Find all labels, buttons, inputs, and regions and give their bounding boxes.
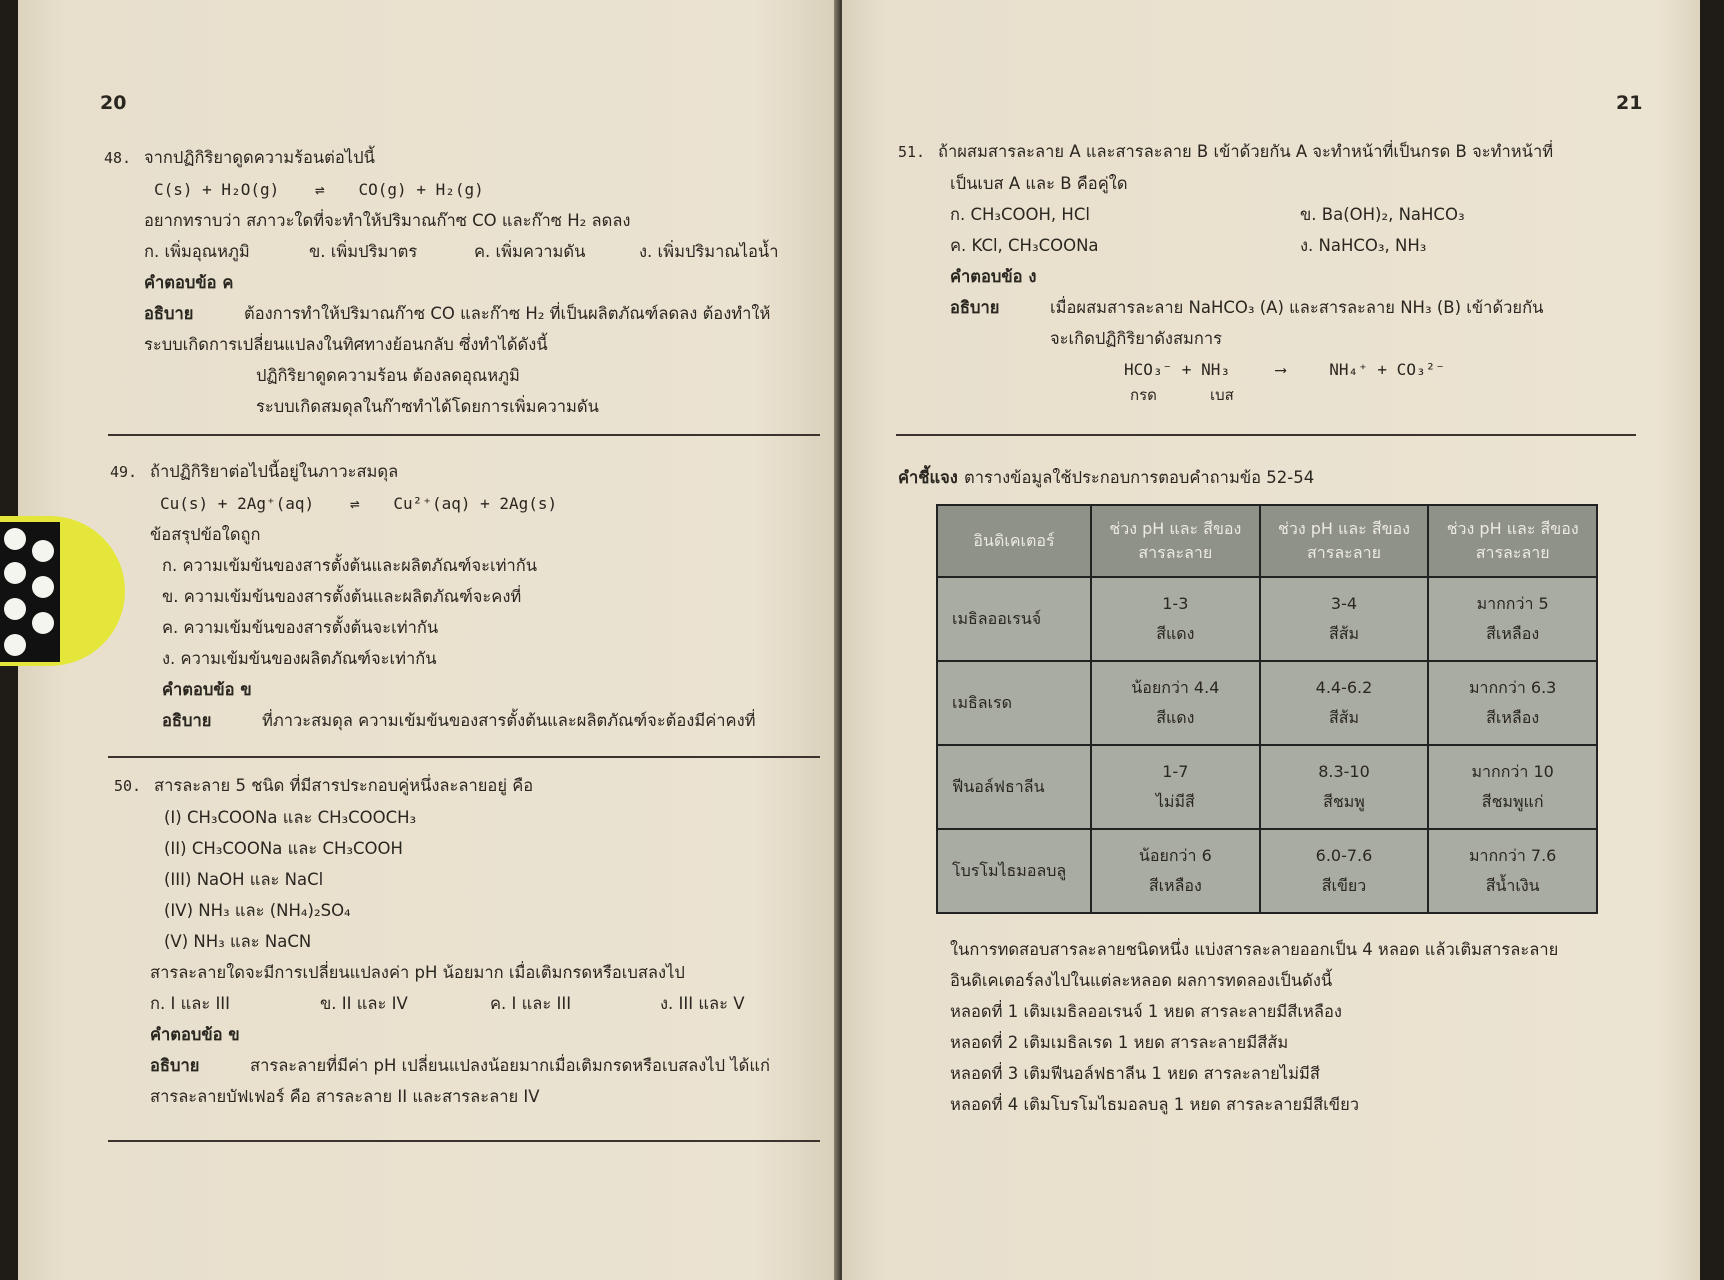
explain-line: ที่ภาวะสมดุล ความเข้มข้นของสารตั้งต้นและผลิตภัณฑ์จะต้องมีค่าคงที่ — [262, 711, 756, 730]
item: (V) NH₃ และ NaCN — [164, 932, 312, 951]
choice-b: ข. เพิ่มปริมาตร — [309, 242, 418, 261]
equilibrium-arrow-icon: ⇌ — [315, 180, 323, 199]
table-cell — [1091, 577, 1260, 661]
question-prompt: อยากทราบว่า สภาวะใดที่จะทำให้ปริมาณก๊าซ CO และก๊าซ H₂ ลดลง — [144, 211, 631, 230]
equation-left: C(s) + H₂O(g) — [154, 180, 280, 199]
table-cell: โบรโมไธมอลบลู — [937, 829, 1091, 913]
color-label: สีส้ม — [1328, 708, 1360, 727]
instruction-label: คำชี้แจง — [898, 468, 958, 487]
question-text: สารละลาย 5 ชนิด ที่มีสารประกอบคู่หนึ่งละลายอยู่ คือ — [154, 776, 534, 795]
instruction — [898, 462, 1598, 493]
table-cell — [1260, 577, 1429, 661]
question-text: จากปฏิกิริยาดูดความร้อนต่อไปนี้ — [144, 148, 375, 167]
table-cell — [1428, 661, 1597, 745]
explain-line: สารละลายที่มีค่า pH เปลี่ยนแปลงน้อยมากเมื่อเติมกรดหรือเบสลงไป ได้แก่ — [250, 1056, 770, 1075]
choice-d: ง. ความเข้มข้นของผลิตภัณฑ์จะเท่ากัน — [162, 649, 437, 668]
color-label: สีน้ำเงิน — [1485, 876, 1540, 895]
ph-range: มากกว่า 10 — [1471, 762, 1554, 781]
experiment-line: อินดิเคเตอร์ลงไปในแต่ละหลอด ผลการทดลองเป็นดังนี้ — [950, 971, 1333, 990]
explain-label: อธิบาย — [144, 304, 194, 323]
choice-c: ค. ความเข้มข้นของสารตั้งต้นจะเท่ากัน — [162, 618, 439, 637]
experiment-line: หลอดที่ 4 เติมโบรโมไธมอลบลู 1 หยด สารละลายมีสีเขียว — [950, 1095, 1360, 1114]
color-label: สีเหลือง — [1148, 876, 1202, 895]
table-cell: ฟีนอล์ฟธาลีน — [937, 745, 1091, 829]
ph-range: 1-7 — [1162, 762, 1189, 781]
table-header: อินดิเคเตอร์ — [937, 505, 1091, 577]
question-number: 50. — [114, 777, 142, 795]
color-label: สีแดง — [1156, 708, 1195, 727]
table-cell: เมธิลเรด — [937, 661, 1091, 745]
color-label: สีชมพู — [1323, 792, 1365, 811]
table-cell — [1428, 745, 1597, 829]
equation-right: Cu²⁺(aq) + 2Ag(s) — [393, 494, 558, 513]
explain-line: ปฏิกิริยาดูดความร้อน ต้องลดอุณหภูมิ — [256, 366, 520, 385]
table-row — [937, 661, 1597, 745]
ph-range: 1-3 — [1162, 594, 1189, 613]
question-50 — [114, 770, 824, 1112]
ph-range: 3-4 — [1330, 594, 1358, 613]
page-number-left: 20 — [100, 92, 127, 114]
equation-left: Cu(s) + 2Ag⁺(aq) — [160, 494, 315, 513]
table-header: ช่วง pH และ สีของสารละลาย — [1428, 505, 1597, 577]
explain-line: ระบบเกิดการเปลี่ยนแปลงในทิศทางย้อนกลับ ซึ่งทำได้ดังนี้ — [144, 335, 548, 354]
experiment-text — [950, 934, 1650, 1120]
instruction-text: ตารางข้อมูลใช้ประกอบการตอบคำถามข้อ 52-54 — [964, 468, 1315, 487]
question-number: 51. — [898, 143, 926, 161]
question-text: เป็นเบส A และ B คือคู่ใด — [950, 174, 1128, 193]
ph-range: มากกว่า 7.6 — [1468, 846, 1557, 865]
divider — [108, 756, 820, 758]
base-label: เบส — [1210, 386, 1234, 404]
choice-b: ข. Ba(OH)₂, NaHCO₃ — [1300, 205, 1465, 224]
table-header: ช่วง pH และ สีของสารละลาย — [1091, 505, 1260, 577]
color-label: สีเขียว — [1321, 876, 1367, 895]
experiment-line: ในการทดสอบสารละลายชนิดหนึ่ง แบ่งสารละลายออกเป็น 4 หลอด แล้วเติมสารละลาย — [950, 940, 1559, 959]
color-label: สีแดง — [1156, 624, 1195, 643]
choice-d: ง. เพิ่มปริมาณไอน้ำ — [639, 242, 779, 261]
experiment-line: หลอดที่ 1 เติมเมธิลออเรนจ์ 1 หยด สารละลายมีสีเหลือง — [950, 1002, 1342, 1021]
choice-d: ง. III และ V — [660, 994, 745, 1013]
explain-line: ระบบเกิดสมดุลในก๊าซทำได้โดยการเพิ่มความดัน — [256, 397, 599, 416]
answer: คำตอบข้อ ข — [150, 1025, 240, 1044]
explain-line: สารละลายบัฟเฟอร์ คือ สารละลาย II และสารละลาย IV — [150, 1087, 540, 1106]
choice-a: ก. ความเข้มข้นของสารตั้งต้นและผลิตภัณฑ์จะเท่ากัน — [162, 556, 538, 575]
question-text: ถ้าผสมสารละลาย A และสารละลาย B เข้าด้วยกัน A จะทำหน้าที่เป็นกรด B จะทำหน้าที่ — [938, 142, 1554, 161]
ph-range: 6.0-7.6 — [1315, 846, 1373, 865]
indicator-table — [936, 504, 1598, 914]
explain-label: อธิบาย — [162, 711, 212, 730]
question-prompt: สารละลายใดจะมีการเปลี่ยนแปลงค่า pH น้อยมาก เมื่อเติมกรดหรือเบสลงไป — [150, 963, 685, 982]
table-row — [937, 577, 1597, 661]
color-label: สีเหลือง — [1486, 708, 1540, 727]
choice-a: ก. I และ III — [150, 994, 231, 1013]
table-cell — [1091, 661, 1260, 745]
choice-a: ก. CH₃COOH, HCl — [950, 205, 1090, 224]
color-label: สีเหลือง — [1486, 624, 1540, 643]
question-text: ถ้าปฏิกิริยาต่อไปนี้อยู่ในภาวะสมดุล — [150, 462, 399, 481]
table-cell — [1091, 745, 1260, 829]
experiment-line: หลอดที่ 3 เติมฟีนอล์ฟธาลีน 1 หยด สารละลายไม่มีสี — [950, 1064, 1320, 1083]
question-number: 49. — [110, 463, 138, 481]
ph-range: 8.3-10 — [1318, 762, 1370, 781]
choice-b: ข. II และ IV — [320, 994, 408, 1013]
answer: คำตอบข้อ ง — [950, 267, 1037, 286]
question-51 — [898, 136, 1678, 405]
answer: คำตอบข้อ ค — [144, 273, 234, 292]
table-row — [937, 745, 1597, 829]
ph-range: มากกว่า 6.3 — [1468, 678, 1557, 697]
table-cell — [1091, 829, 1260, 913]
color-label: สีชมพูแก่ — [1481, 792, 1544, 811]
explain-line: เมื่อผสมสารละลาย NaHCO₃ (A) และสารละลาย NH₃ (B) เข้าด้วยกัน — [1050, 298, 1544, 317]
explain-line: จะเกิดปฏิกิริยาดังสมการ — [1050, 329, 1223, 348]
arrow-right-icon: ⟶ — [1275, 360, 1284, 379]
clip-pattern — [0, 522, 60, 662]
table-header: ช่วง pH และ สีของสารละลาย — [1260, 505, 1429, 577]
choice-b: ข. ความเข้มข้นของสารตั้งต้นและผลิตภัณฑ์จะคงที่ — [162, 587, 522, 606]
page-number-right: 21 — [1616, 92, 1643, 114]
table-cell — [1260, 661, 1429, 745]
divider — [108, 434, 820, 436]
question-48 — [104, 142, 824, 422]
table-cell — [1428, 577, 1597, 661]
table-cell — [1428, 829, 1597, 913]
table-header-row — [937, 505, 1597, 577]
acid-label: กรด — [1130, 386, 1157, 404]
item: (III) NaOH และ NaCl — [164, 870, 324, 889]
answer: คำตอบข้อ ข — [162, 680, 252, 699]
ph-range: น้อยกว่า 6 — [1138, 846, 1212, 865]
item: (I) CH₃COONa และ CH₃COOCH₃ — [164, 808, 417, 827]
explain-line: ต้องการทำให้ปริมาณก๊าซ CO และก๊าซ H₂ ที่เป็นผลิตภัณฑ์ลดลง ต้องทำให้ — [244, 304, 771, 323]
divider — [108, 1140, 820, 1142]
equation-left: HCO₃⁻ + NH₃ — [1124, 360, 1230, 379]
equilibrium-arrow-icon: ⇌ — [349, 494, 358, 513]
choice-c: ค. KCl, CH₃COONa — [950, 236, 1099, 255]
explain-label: อธิบาย — [150, 1056, 200, 1075]
divider — [896, 434, 1636, 436]
table-cell: เมธิลออเรนจ์ — [937, 577, 1091, 661]
choice-d: ง. NaHCO₃, NH₃ — [1300, 236, 1427, 255]
color-label: สีส้ม — [1328, 624, 1360, 643]
color-label: ไม่มีสี — [1155, 792, 1195, 811]
ph-range: น้อยกว่า 4.4 — [1131, 678, 1220, 697]
item: (IV) NH₃ และ (NH₄)₂SO₄ — [164, 901, 351, 920]
ph-range: มากกว่า 5 — [1476, 594, 1549, 613]
experiment-line: หลอดที่ 2 เติมเมธิลเรด 1 หยด สารละลายมีสีส้ม — [950, 1033, 1289, 1052]
question-prompt: ข้อสรุปข้อใดถูก — [150, 525, 261, 544]
table-cell — [1260, 829, 1429, 913]
choice-c: ค. I และ III — [490, 994, 572, 1013]
equation-right: NH₄⁺ + CO₃²⁻ — [1329, 360, 1445, 379]
explain-label: อธิบาย — [950, 298, 1000, 317]
question-49 — [110, 456, 830, 736]
table-row — [937, 829, 1597, 913]
question-number: 48. — [104, 149, 132, 167]
item: (II) CH₃COONa และ CH₃COOH — [164, 839, 403, 858]
choice-a: ก. เพิ่มอุณหภูมิ — [144, 242, 250, 261]
equation-right: CO(g) + H₂(g) — [358, 180, 484, 199]
choice-c: ค. เพิ่มความดัน — [474, 242, 586, 261]
ph-range: 4.4-6.2 — [1315, 678, 1373, 697]
table-cell — [1260, 745, 1429, 829]
